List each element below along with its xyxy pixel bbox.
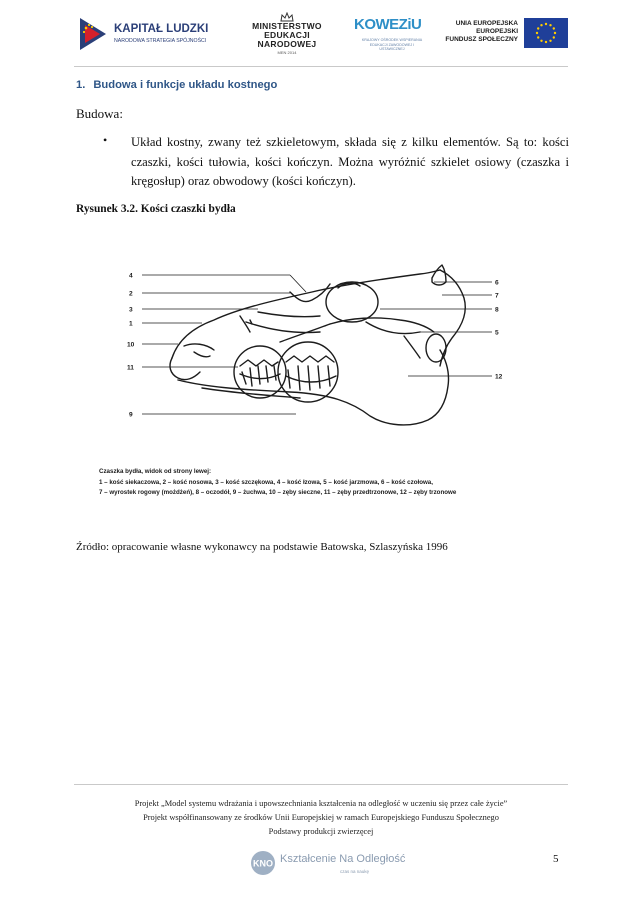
unia-europejska-logo <box>445 10 568 60</box>
eu-flag-icon <box>524 18 568 48</box>
section-number: 1. <box>76 79 86 91</box>
svg-text:KNO: KNO <box>253 858 273 869</box>
label-9: 9 <box>129 411 133 419</box>
legend-heading: Czaszka bydła, widok od strony lewej: <box>99 468 212 475</box>
kowezu-title: KOWEZiU <box>354 16 422 33</box>
header-logos <box>74 10 568 60</box>
ue-text <box>445 20 518 44</box>
ue-line-3: FUNDUSZ SPOŁECZNY <box>445 36 518 43</box>
molar-teeth <box>286 356 336 390</box>
ue-line-1: UNIA EUROPEJSKA <box>455 20 518 27</box>
kna-logo-text: Kształcenie Na Odległość <box>280 853 406 865</box>
kowezu-logo <box>350 10 428 60</box>
label-7: 7 <box>495 292 499 300</box>
label-4: 4 <box>129 272 133 280</box>
page-number: 5 <box>553 853 559 865</box>
label-10: 10 <box>127 341 135 349</box>
skull-drawing <box>170 265 465 425</box>
kapital-ludzki-title: KAPITAŁ LUDZKI <box>114 23 209 35</box>
kapital-ludzki-emblem-icon <box>78 16 108 52</box>
ministerstwo-line-3: NARODOWEJ <box>257 39 317 49</box>
label-6: 6 <box>495 279 499 287</box>
label-5: 5 <box>495 329 499 337</box>
label-12: 12 <box>495 373 503 381</box>
ministerstwo-footer: MEN 2014 <box>277 50 297 55</box>
ksztalcenie-na-odleglosc-logo <box>250 848 406 882</box>
label-1: 1 <box>129 320 133 328</box>
section-heading <box>76 79 277 91</box>
footer-line-1: Projekt „Model systemu wdrażania i upowszechniania kształcenia na odległość w uczeniu się przez całe życie” <box>134 799 508 808</box>
section-title: Budowa i funkcje układu kostnego <box>93 79 278 91</box>
kapital-ludzki-subtitle: NARODOWA STRATEGIA SPÓJNOŚCI <box>114 38 207 44</box>
legend-line-2: 7 – wyrostek rogowy (możdżeń), 8 – oczodół, 9 – żuchwa, 10 – zęby sieczne, 11 – zęby przedtrzonowe, 12 – zęby trzonowe <box>99 489 457 497</box>
kapital-ludzki-logo <box>74 10 214 60</box>
kowezu-subtitle: KRAJOWY OŚRODEK WSPIERANIA EDUKACJI ZAWODOWEJ I USTAWICZNEJ <box>361 38 423 51</box>
legend-line-1: 1 – kość siekaczowa, 2 – kość nosowa, 3 – kość szczękowa, 4 – kość łzowa, 5 – kość jarzmowa, 6 – kość czołowa, <box>99 478 433 486</box>
label-8: 8 <box>495 306 499 314</box>
footer-line-3: Podstawy produkcji zwierzęcej <box>268 827 374 837</box>
footer-text <box>74 797 568 840</box>
premolar-teeth <box>240 360 280 386</box>
figure-caption: Rysunek 3.2. Kości czaszki bydła <box>76 203 236 215</box>
header-divider <box>74 66 568 67</box>
footer-divider <box>74 784 568 785</box>
kna-logo-slogan: czas na naukę <box>340 869 370 874</box>
ministerstwo-line-1: MINISTERSTWO <box>252 21 322 31</box>
bullet-text: Układ kostny, zwany też szkieletowym, składa się z kilku elementów. Są to: kości czaszki, kości tułowia, kości kończyn. Można wyróżnić szkielet osiowy (czaszka i kręgosłup) oraz obwodowy (kości kończyn). <box>131 135 569 188</box>
ministerstwo-logo <box>246 10 328 60</box>
footer-line-2: Projekt współfinansowany ze środków Unii Europejskiej w ramach Europejskiego Funduszu Społecznego <box>143 813 499 823</box>
label-3: 3 <box>129 306 133 314</box>
ue-line-2: EUROPEJSKI <box>476 28 518 35</box>
budowa-label: Budowa: <box>76 106 123 121</box>
bullet-icon: • <box>103 133 108 147</box>
label-2: 2 <box>129 290 133 298</box>
figure-source: Źródło: opracowanie własne wykonawcy na podstawie Batowska, Szlaszyńska 1996 <box>76 541 448 553</box>
figure-legend <box>99 467 456 499</box>
skull-figure <box>90 262 560 472</box>
kna-emblem-icon <box>250 850 276 876</box>
label-11: 11 <box>127 364 134 372</box>
ministerstwo-line-2: EDUKACJI <box>264 30 310 40</box>
